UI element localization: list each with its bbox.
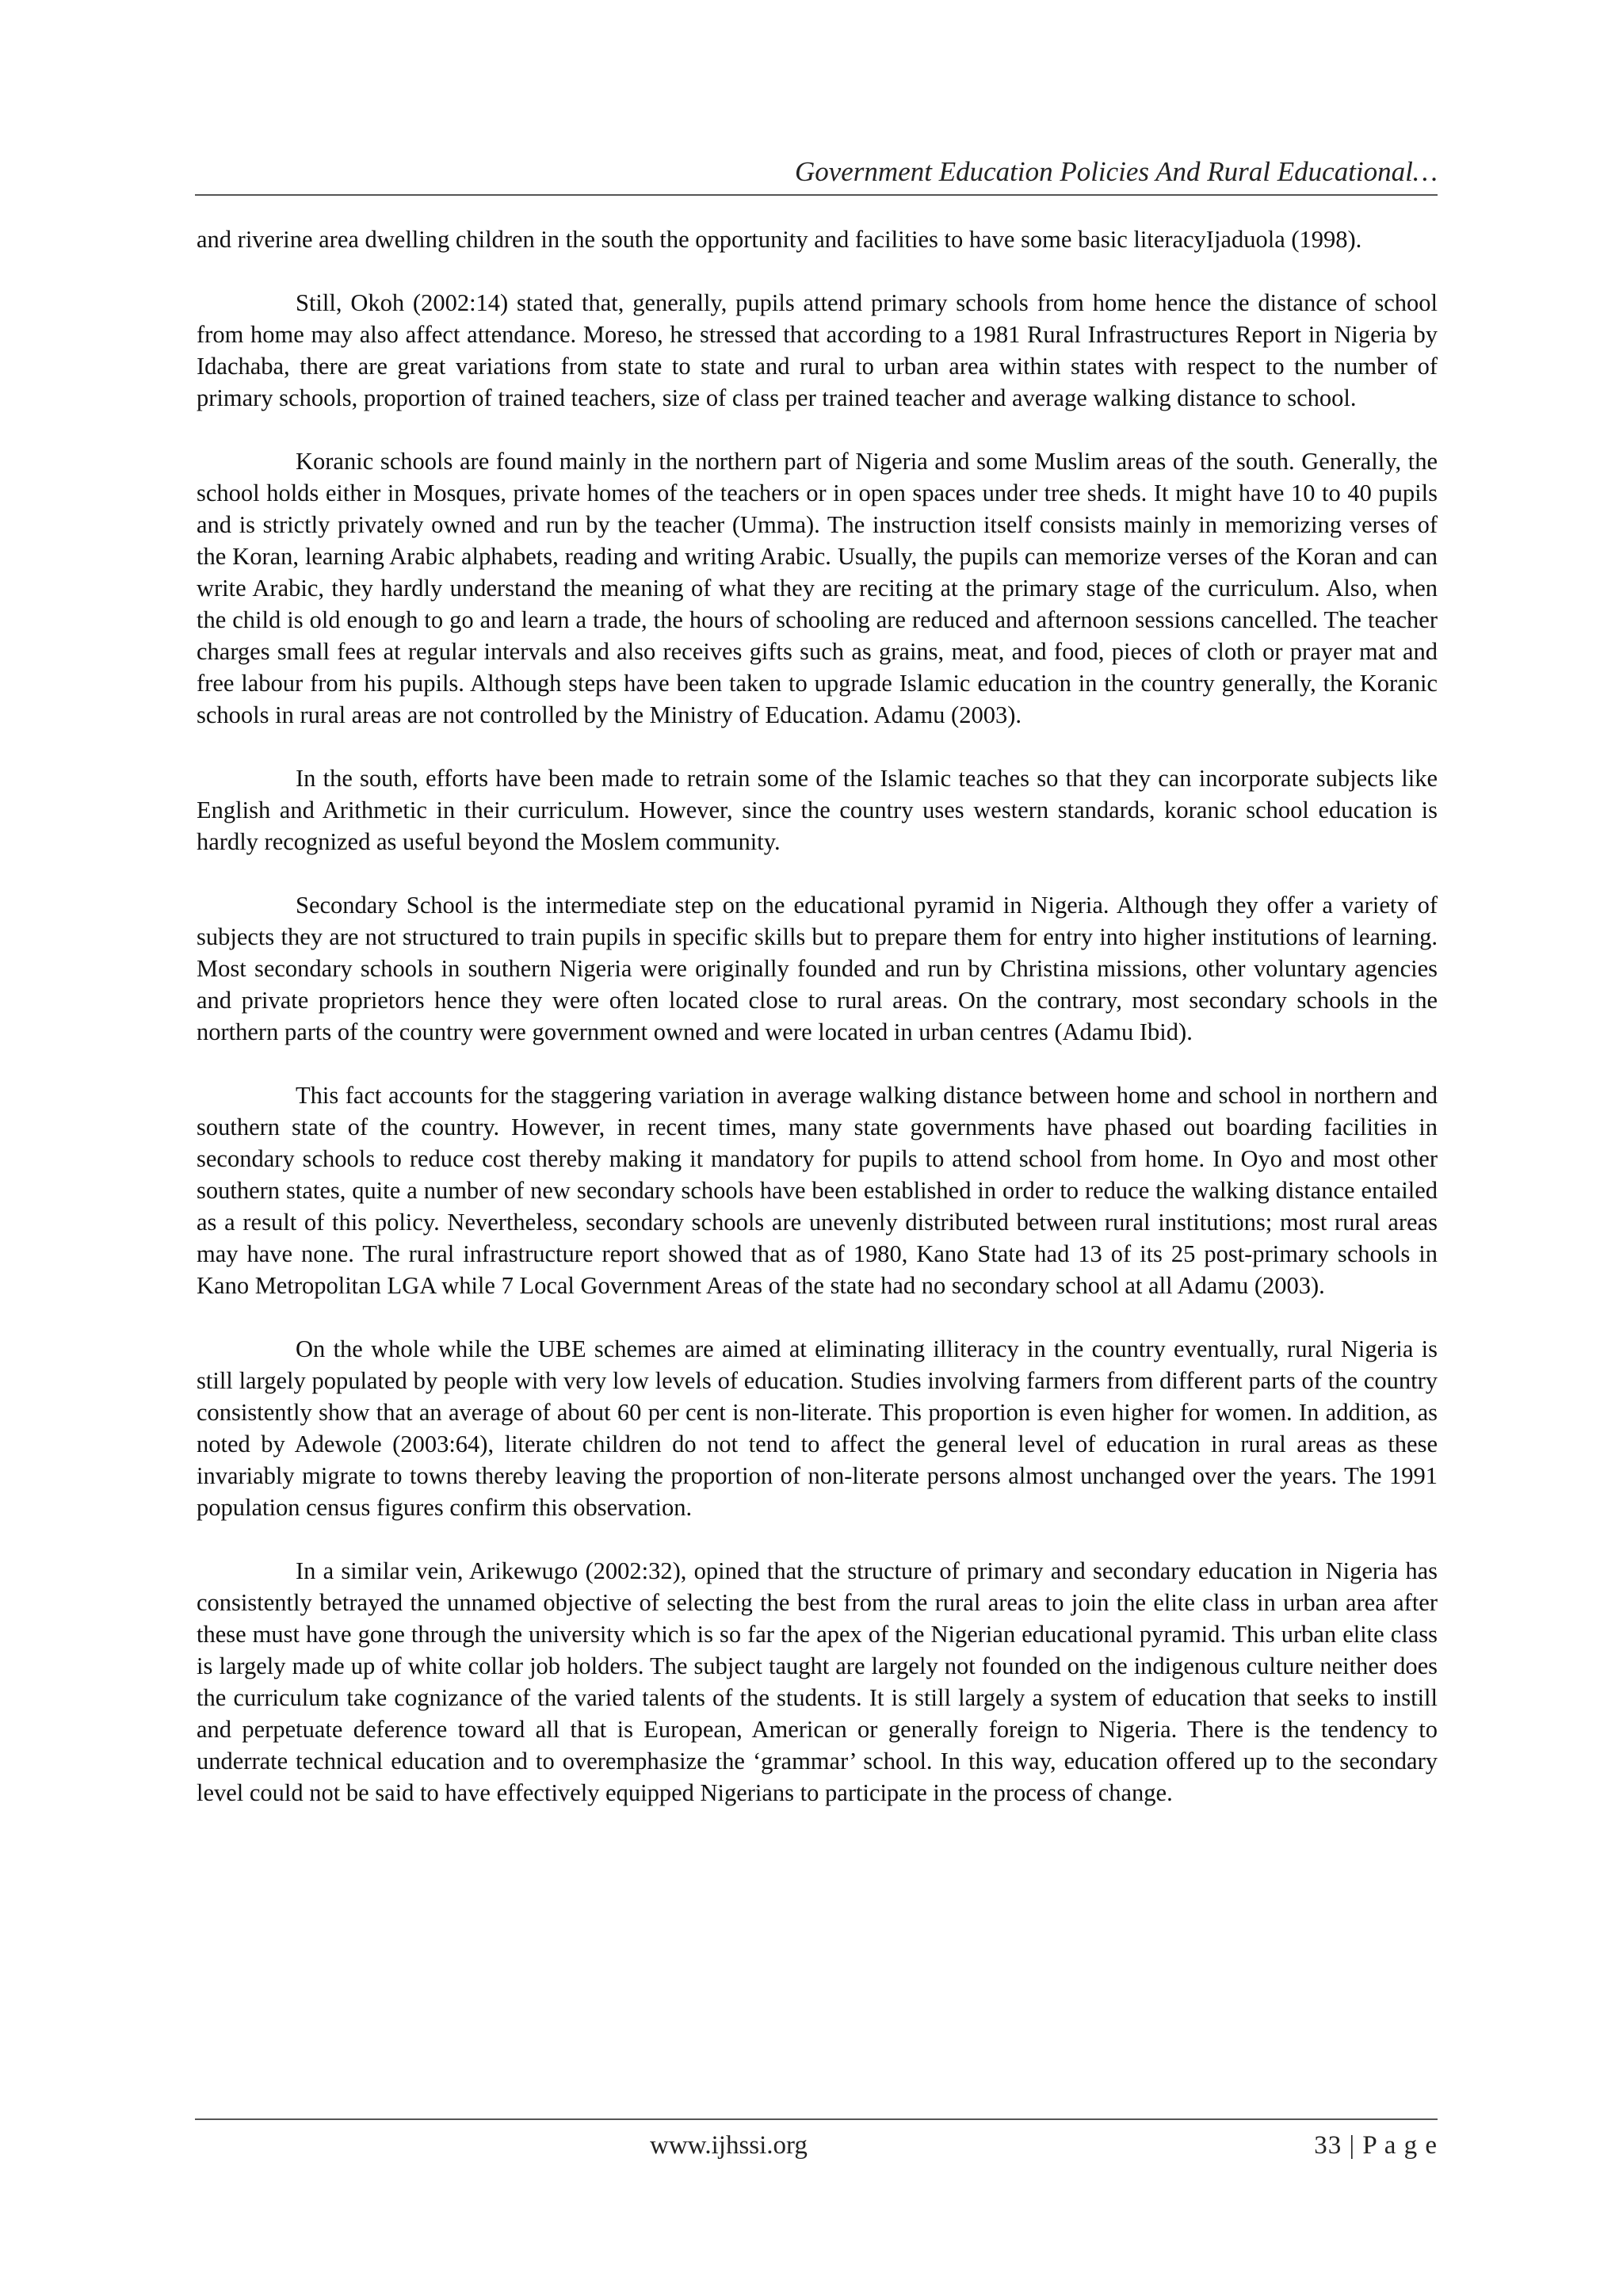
header-divider xyxy=(195,194,1438,196)
paragraph-secondary-school: Secondary School is the intermediate step on the educational pyramid in Nigeria. Although they offer a variety of subjects they are not structured to train pupils in specific skills but to prepare them for entry into higher institutions of learning. Most secondary schools in southern Nigeria were originally founded and run by Christina missions, other voluntary agencies and private proprietors hence they were often located close to rural areas. On the contrary, most secondary schools in the northern parts of the country were government owned and were located in urban centres (Adamu Ibid). xyxy=(197,892,1438,1045)
footer-website: www.ijhssi.org xyxy=(650,2131,808,2160)
article-body xyxy=(197,223,1438,1840)
paragraph-koranic-schools: Koranic schools are found mainly in the northern part of Nigeria and some Muslim areas of the south. Generally, the school holds either in Mosques, private homes of the teachers or in open spaces under tree sheds. It might have 10 to 40 pupils and is strictly privately owned and run by the teacher (Umma). The instruction itself consists mainly in memorizing verses of the Koran, learning Arabic alphabets, reading and writing Arabic. Usually, the pupils can memorize verses of the Koran and can write Arabic, they hardly understand the meaning of what they are reciting at the primary stage of the curriculum. Also, when the child is old enough to go and learn a trade, the hours of schooling are reduced and afternoon sessions cancelled. The teacher charges small fees at regular intervals and also receives gifts such as grains, meat, and food, pieces of cloth or prayer mat and free labour from his pupils. Although steps have been taken to upgrade Islamic education in the country generally, the Koranic schools in rural areas are not controlled by the Ministry of Education. Adamu (2003). xyxy=(197,448,1438,728)
paragraph-south-retraining: In the south, efforts have been made to retrain some of the Islamic teaches so that they can incorporate subjects like English and Arithmetic in their curriculum. However, since the country uses western standards, koranic school education is hardly recognized as useful beyond the Moslem community. xyxy=(197,765,1438,855)
paragraph-okoh: Still, Okoh (2002:14) stated that, generally, pupils attend primary schools from home hence the distance of school from home may also affect attendance. Moreso, he stressed that according to a 1981 Rural Infrastructures Report in Nigeria by Idachaba, there are great variations from state to state and rural to urban area within states with respect to the number of primary schools, proportion of trained teachers, size of class per trained teacher and average walking distance to school. xyxy=(197,289,1438,411)
running-header: Government Education Policies And Rural Educational… xyxy=(794,156,1438,187)
paragraph-continuation: and riverine area dwelling children in the south the opportunity and facilities to have some basic literacyIjaduola (1998). xyxy=(197,226,1362,253)
footer-divider xyxy=(195,2118,1438,2120)
page-number: 33 | P a g e xyxy=(1314,2131,1438,2160)
paragraph-walking-distance: This fact accounts for the staggering variation in average walking distance between home and school in northern and southern state of the country. However, in recent times, many state governments have phased out boarding facilities in secondary schools to reduce cost thereby making it mandatory for pupils to attend school from home. In Oyo and most other southern states, quite a number of new secondary schools have been established in order to reduce the walking distance entailed as a result of this policy. Nevertheless, secondary schools are unevenly distributed between rural institutions; most rural areas may have none. The rural infrastructure report showed that as of 1980, Kano State had 13 of its 25 post-primary schools in Kano Metropolitan LGA while 7 Local Government Areas of the state had no secondary school at all Adamu (2003). xyxy=(197,1082,1438,1299)
paragraph-ube-schemes: On the whole while the UBE schemes are aimed at eliminating illiteracy in the country eventually, rural Nigeria is still largely populated by people with very low levels of education. Studies involving farmers from different parts of the country consistently show that an average of about 60 per cent is non-literate. This proportion is even higher for women. In addition, as noted by Adewole (2003:64), literate children do not tend to affect the general level of education in rural areas as these invariably migrate to towns thereby leaving the proportion of non-literate persons almost unchanged over the years. The 1991 population census figures confirm this observation. xyxy=(197,1335,1438,1521)
paragraph-arikewugo: In a similar vein, Arikewugo (2002:32), opined that the structure of primary and secondary education in Nigeria has consistently betrayed the unnamed objective of selecting the best from the rural areas to join the elite class in urban area after these must have gone through the university which is so far the apex of the Nigerian educational pyramid. This urban elite class is largely made up of white collar job holders. The subject taught are largely not founded on the indigenous culture neither does the curriculum take cognizance of the varied talents of the students. It is still largely a system of education that seeks to instill and perpetuate deference toward all that is European, American or generally foreign to Nigeria. There is the tendency to underrate technical education and to overemphasize the ‘grammar’ school. In this way, education offered up to the secondary level could not be said to have effectively equipped Nigerians to participate in the process of change. xyxy=(197,1557,1438,1806)
